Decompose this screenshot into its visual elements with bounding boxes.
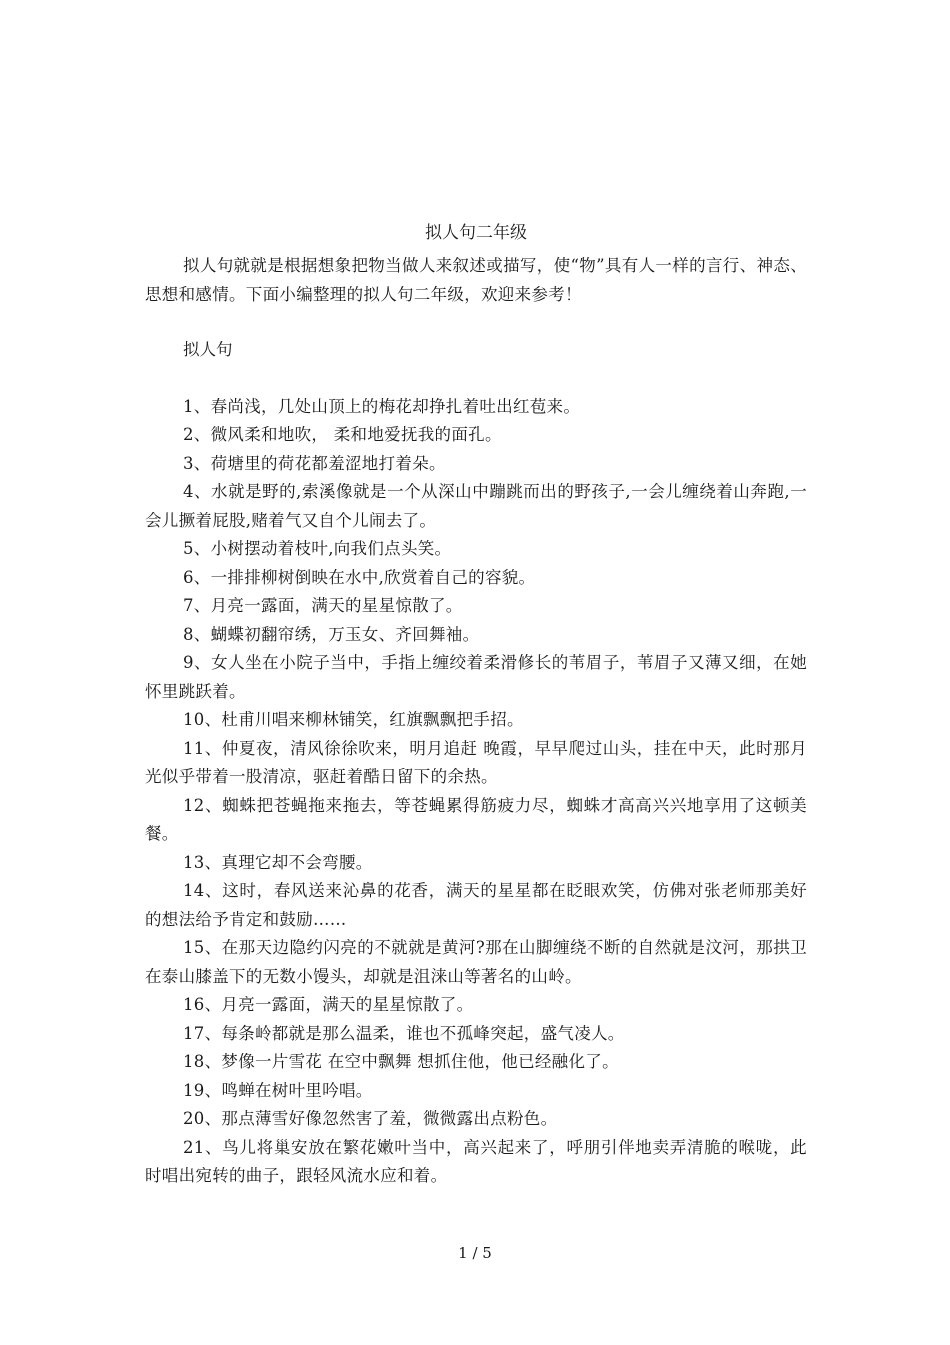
document-title: 拟人句二年级 (425, 223, 527, 243)
sentence-list (145, 393, 807, 1191)
intro-paragraph: 拟人句就就是根据想象把物当做人来叙述或描写，使“物”具有人一样的言行、神态、思想和感情。下面小编整理的拟人句二年级，欢迎来参考！ (145, 256, 807, 304)
sentence-item-21: 21、鸟儿将巢安放在繁花嫩叶当中，高兴起来了，呼朋引伴地卖弄清脆的喉咙，此时唱出宛转的曲子，跟轻风流水应和着。 (145, 1137, 807, 1185)
sentence-item-17: 17、每条岭都就是那么温柔，谁也不孤峰突起，盛气凌人。 (183, 1023, 625, 1043)
page-number: 1 / 5 (458, 1244, 492, 1262)
sentence-item-13: 13、真理它却不会弯腰。 (183, 852, 373, 872)
sentence-item-9: 9、女人坐在小院子当中，手指上缠绞着柔滑修长的苇眉子，苇眉子又薄又细，在她怀里跳跃着。 (145, 653, 807, 701)
sentence-item-15: 15、在那天边隐约闪亮的不就就是黄河?那在山脚缠绕不断的自然就是汶河，那拱卫在泰山膝盖下的无数小馒头，却就是沮涞山等著名的山岭。 (145, 938, 807, 986)
sentence-item-8: 8、蝴蝶初翻帘绣，万玉女、齐回舞袖。 (183, 624, 480, 644)
sentence-item-4: 4、水就是野的,索溪像就是一个从深山中蹦跳而出的野孩子,一会儿缠绕着山奔跑,一会儿撅着屁股,赌着气又自个儿闹去了。 (145, 482, 807, 530)
sentence-item-6: 6、一排排柳树倒映在水中,欣赏着自己的容貌。 (183, 567, 536, 587)
sentence-item-19: 19、鸣蝉在树叶里吟唱。 (183, 1080, 373, 1100)
document-body (145, 216, 807, 1191)
sentence-item-2: 2、微风柔和地吹， 柔和地爱抚我的面孔。 (183, 425, 502, 444)
section-heading: 拟人句 (183, 340, 233, 359)
sentence-item-7: 7、月亮一露面，满天的星星惊散了。 (183, 596, 463, 615)
sentence-item-12: 12、蜘蛛把苍蝇拖来拖去，等苍蝇累得筋疲力尽，蜘蛛才高高兴兴地享用了这顿美餐。 (145, 795, 807, 843)
sentence-item-3: 3、荷塘里的荷花都羞涩地打着朵。 (183, 453, 446, 473)
sentence-item-5: 5、小树摆动着枝叶,向我们点头笑。 (183, 539, 452, 558)
sentence-item-16: 16、月亮一露面，满天的星星惊散了。 (183, 995, 474, 1014)
sentence-item-11: 11、仲夏夜，清风徐徐吹来，明月追赶 晚霞，早早爬过山头，挂在中天，此时那月光似乎带着一股清凉，驱赶着酷日留下的余热。 (145, 738, 807, 786)
sentence-item-20: 20、那点薄雪好像忽然害了羞，微微露出点粉色。 (183, 1109, 558, 1128)
sentence-item-10: 10、杜甫川唱来柳林铺笑，红旗飘飘把手招。 (183, 710, 524, 729)
sentence-item-1: 1、春尚浅，几处山顶上的梅花却挣扎着吐出红苞来。 (183, 396, 581, 416)
sentence-item-14: 14、这时，春风送来沁鼻的花香，满天的星星都在眨眼欢笑，仿佛对张老师那美好的想法给予肯定和鼓励…… (145, 881, 807, 929)
sentence-item-18: 18、梦像一片雪花 在空中飘舞 想抓住他，他已经融化了。 (183, 1052, 619, 1071)
